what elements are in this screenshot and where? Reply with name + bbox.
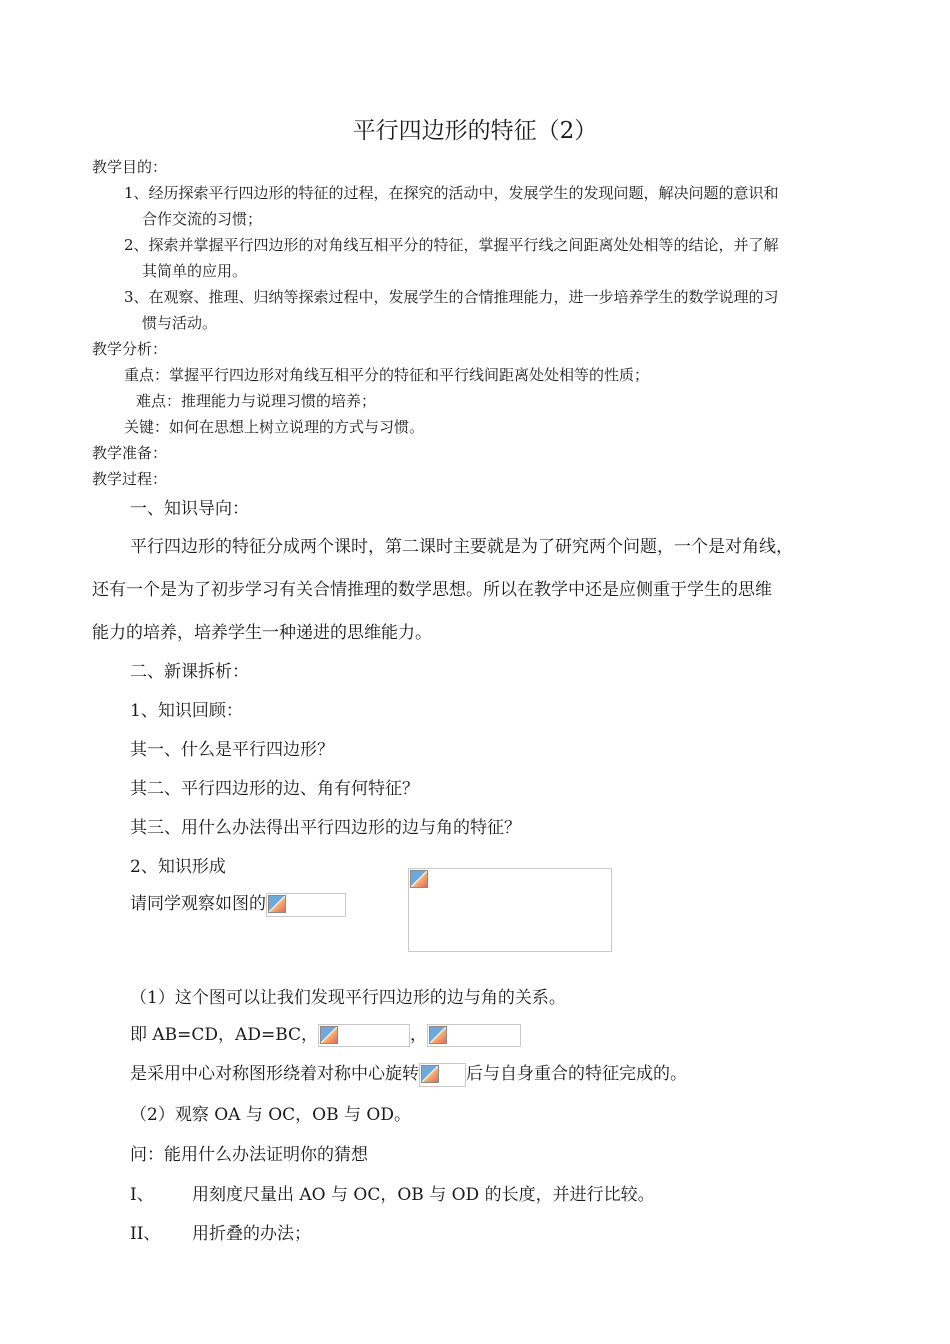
objective-1-line-1: 1、经历探索平行四边形的特征的过程，在探究的活动中，发展学生的发现问题，解决问题的意识和 bbox=[124, 184, 779, 202]
broken-image-icon bbox=[268, 895, 286, 913]
method-2-text: 用折叠的办法； bbox=[192, 1224, 311, 1244]
section-2-heading: 二、新课拆析： bbox=[130, 662, 249, 682]
angle-equation-image-2 bbox=[427, 1024, 521, 1047]
objective-3-line-2: 惯与活动。 bbox=[142, 314, 218, 332]
method-2-number: II、 bbox=[130, 1224, 161, 1244]
equality-line bbox=[130, 1020, 521, 1047]
proof-question: 问：能用什么办法证明你的猜想 bbox=[130, 1145, 368, 1165]
broken-image-icon bbox=[320, 1026, 338, 1044]
section-1-paragraph-line-1: 平行四边形的特征分成两个课时，第二课时主要就是为了研究两个问题，一个是对角线， bbox=[130, 537, 793, 557]
rotation-text-end: 后与自身重合的特征完成的。 bbox=[466, 1064, 687, 1084]
review-question-2: 其二、平行四边形的边、角有何特征？ bbox=[130, 779, 419, 799]
inline-figure-image bbox=[266, 893, 346, 917]
objective-2-line-2: 其简单的应用。 bbox=[142, 262, 248, 280]
preparation-heading: 教学准备： bbox=[92, 444, 168, 462]
method-1-text: 用刻度尺量出 AO 与 OC，OB 与 OD 的长度，并进行比较。 bbox=[192, 1185, 655, 1205]
knowledge-formation-heading: 2、知识形成 bbox=[130, 857, 226, 877]
observe-figure-line bbox=[130, 889, 346, 917]
rotation-line bbox=[130, 1059, 687, 1087]
observation-item-1: （1）这个图可以让我们发现平行四边形的边与角的关系。 bbox=[130, 988, 566, 1008]
angle-equation-image-1 bbox=[318, 1024, 410, 1047]
objective-3-line-1: 3、在观察、推理、归纳等探索过程中，发展学生的合情推理能力，进一步培养学生的数学说理的习 bbox=[124, 288, 779, 306]
broken-image-icon bbox=[421, 1065, 439, 1083]
objective-1-line-2: 合作交流的习惯； bbox=[142, 210, 263, 228]
objectives-heading: 教学目的： bbox=[92, 158, 168, 176]
analysis-key-point: 重点：掌握平行四边形对角线互相平分的特征和平行线间距离处处相等的性质； bbox=[124, 366, 650, 384]
rotation-text-start: 是采用中心对称图形绕着对称中心旋转 bbox=[130, 1064, 419, 1084]
process-heading: 教学过程： bbox=[92, 470, 168, 488]
analysis-crux: 关键：如何在思想上树立说理的方式与习惯。 bbox=[124, 418, 425, 436]
review-question-1: 其一、什么是平行四边形？ bbox=[130, 740, 334, 760]
observation-item-2: （2）观察 OA 与 OC，OB 与 OD。 bbox=[130, 1105, 411, 1125]
analysis-difficulty: 难点：推理能力与说理习惯的培养； bbox=[136, 392, 377, 410]
knowledge-review-heading: 1、知识回顾： bbox=[130, 701, 243, 721]
broken-image-icon bbox=[429, 1026, 447, 1044]
method-1-number: I、 bbox=[130, 1185, 154, 1205]
separator-comma: ， bbox=[410, 1025, 428, 1045]
section-1-paragraph-line-3: 能力的培养，培养学生一种递进的思维能力。 bbox=[92, 623, 432, 643]
section-1-paragraph-line-2: 还有一个是为了初步学习有关合情推理的数学思想。所以在教学中还是应侧重于学生的思维 bbox=[92, 580, 772, 600]
analysis-heading: 教学分析： bbox=[92, 340, 168, 358]
equality-text: 即 AB=CD，AD=BC， bbox=[130, 1025, 319, 1045]
objective-2-line-1: 2、探索并掌握平行四边形的对角线互相平分的特征，掌握平行线之间距离处处相等的结论，并了解 bbox=[124, 236, 779, 254]
section-1-heading: 一、知识导向： bbox=[130, 499, 249, 519]
parallelogram-figure-image bbox=[408, 868, 612, 952]
rotation-angle-image bbox=[419, 1063, 466, 1087]
observe-text: 请同学观察如图的 bbox=[130, 894, 266, 914]
review-question-3: 其三、用什么办法得出平行四边形的边与角的特征？ bbox=[130, 818, 521, 838]
page-title: 平行四边形的特征（2） bbox=[352, 118, 598, 144]
broken-image-icon bbox=[410, 870, 428, 888]
